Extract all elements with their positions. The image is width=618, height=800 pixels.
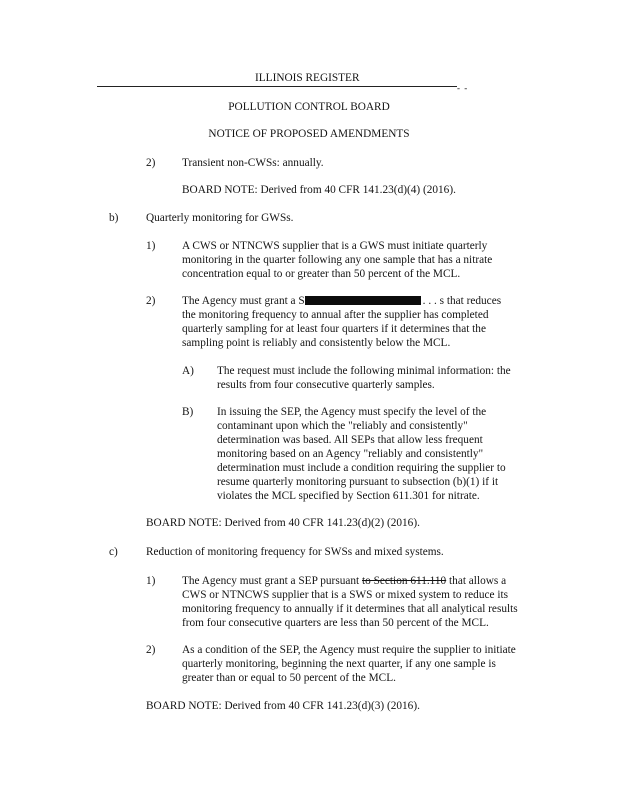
- c1-struck-text: to Section 611.110: [362, 575, 447, 587]
- redaction-mark: [305, 296, 421, 305]
- b2b-line: determination was based. All SEPs that allow less frequent: [217, 434, 483, 446]
- b1-line: concentration equal to or greater than 50 percent of the MCL.: [182, 268, 461, 280]
- b2b-line: monitoring based on an Agency "reliably and consistently": [217, 448, 484, 460]
- b2a-line: The request must include the following minimal information: the: [217, 365, 511, 377]
- item-a2-number: 2): [146, 157, 156, 169]
- b2-line-first: [182, 295, 501, 308]
- c1-number: 1): [146, 575, 156, 587]
- board-note-a: BOARD NOTE: Derived from 40 CFR 141.23(d)(4) (2016).: [182, 184, 456, 196]
- b2b-line: resume quarterly monitoring pursuant to subsection (b)(1) if it: [217, 476, 499, 488]
- b2b-line: determination must include a condition requiring the supplier to: [217, 462, 506, 474]
- b2-line: the monitoring frequency to annual after the supplier has completed: [182, 309, 489, 321]
- b2-line: quarterly sampling for at least four quarters if it determines that the: [182, 323, 486, 335]
- b2-line-first-pre: The Agency must grant a S: [182, 295, 305, 307]
- c2-number: 2): [146, 644, 156, 656]
- item-a2-text: Transient non-CWSs: annually.: [182, 157, 324, 169]
- b2a-letter: A): [182, 365, 194, 377]
- b2-line: sampling point is reliably and consistently below the MCL.: [182, 337, 451, 349]
- header-rule: [97, 86, 457, 87]
- b1-number: 1): [146, 240, 156, 252]
- b1-line: A CWS or NTNCWS supplier that is a GWS must initiate quarterly: [182, 240, 488, 252]
- c1-line: CWS or NTNCWS supplier that is a SWS or mixed system to reduce its: [182, 589, 509, 601]
- section-c-title: Reduction of monitoring frequency for SWSs and mixed systems.: [146, 546, 444, 558]
- c2-line: As a condition of the SEP, the Agency must require the supplier to initiate: [182, 644, 516, 656]
- section-b-letter: b): [109, 212, 119, 224]
- section-c-letter: c): [109, 546, 118, 558]
- c1-line-first-pre: The Agency must grant a SEP pursuant: [182, 575, 362, 587]
- notice-title: NOTICE OF PROPOSED AMENDMENTS: [208, 128, 410, 140]
- b2b-line: violates the MCL specified by Section 611.301 for nitrate.: [217, 490, 480, 502]
- register-title: ILLINOIS REGISTER: [255, 72, 360, 84]
- c2-line: quarterly monitoring, beginning the next quarter, if any one sample is: [182, 658, 496, 670]
- b2b-line: In issuing the SEP, the Agency must specify the level of the: [217, 406, 487, 418]
- board-title: POLLUTION CONTROL BOARD: [228, 101, 390, 113]
- b1-line: monitoring in the quarter following any one sample that has a nitrate: [182, 254, 493, 266]
- b2-line-first-post: . . . s that reduces: [422, 295, 502, 307]
- header-rule-trail: - -: [457, 83, 469, 93]
- board-note-c: BOARD NOTE: Derived from 40 CFR 141.23(d)(3) (2016).: [146, 700, 420, 712]
- section-b-title: Quarterly monitoring for GWSs.: [146, 212, 294, 224]
- b2b-line: contaminant upon which the "reliably and consistently": [217, 420, 468, 432]
- b2-number: 2): [146, 295, 156, 307]
- c1-line: monitoring frequency to annually if it determines that all analytical results: [182, 603, 518, 615]
- c2-line: greater than or equal to 50 percent of the MCL.: [182, 672, 396, 684]
- c1-line: from four consecutive quarters are less than 50 percent of the MCL.: [182, 617, 489, 629]
- board-note-b: BOARD NOTE: Derived from 40 CFR 141.23(d)(2) (2016).: [146, 517, 420, 529]
- c1-line-first: [182, 575, 506, 588]
- b2b-letter: B): [182, 406, 194, 418]
- b2a-line: results from four consecutive quarterly samples.: [217, 379, 435, 391]
- c1-line-first-post: that allows a: [446, 575, 507, 587]
